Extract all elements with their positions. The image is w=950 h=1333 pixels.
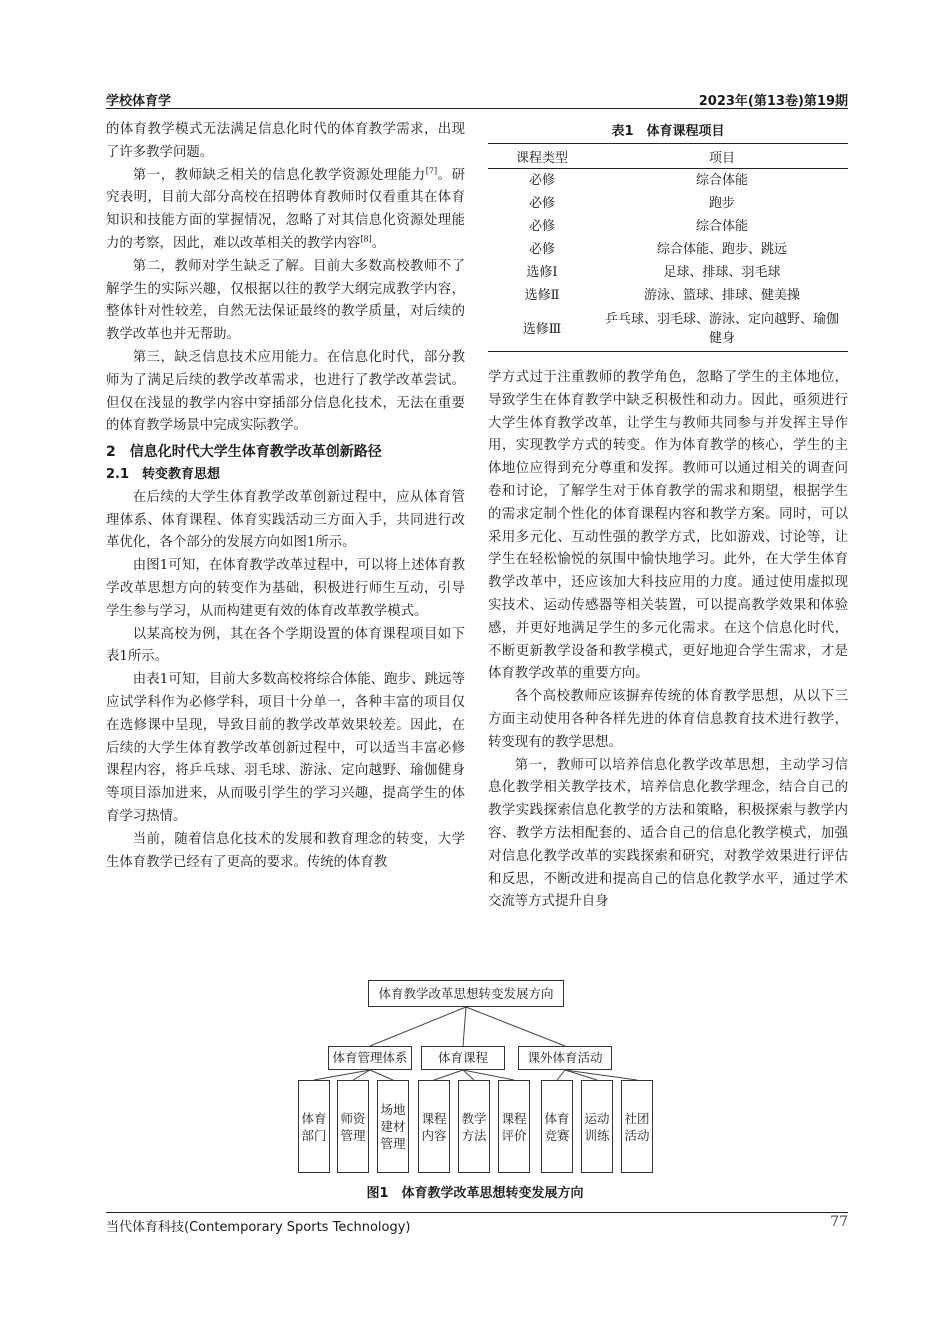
figure-leaf-node: 师资 管理 [337, 1080, 369, 1173]
table-cell: 必修 [528, 242, 555, 257]
table-cell: 乒乓球、羽毛球、游泳、定向越野、瑜伽健身 [596, 307, 848, 352]
table-cell: 综合体能、跑步、跳远 [656, 242, 787, 257]
figure-group-node: 课外体育活动 [518, 1046, 612, 1070]
footer-journal: 当代体育科技(Contemporary Sports Technology) [106, 1220, 411, 1235]
figure-leaf-node: 体育 竞赛 [541, 1080, 573, 1173]
table-cell: 选修Ⅲ [488, 307, 596, 352]
figure-leaf-node: 教学 方法 [458, 1080, 490, 1173]
paragraph: 由表1可知，目前大多数高校将综合体能、跑步、跳远等应试学科作为必修学科，项目十分单一，各种丰富的项目仅在选修课中呈现，导致目前的教学改革效果较差。因此，在后续的大学生体育教学改革创新过程中，可以适当丰富必修课程内容，将乒乓球、羽毛球、游泳、定向越野、瑜伽健身等项目添加进来，从而吸引学生的学习兴趣，提高学生的体育学习热情。 [106, 672, 465, 824]
table-cell: 必修 [528, 196, 555, 211]
page-number: 77 [830, 1214, 848, 1230]
paragraph: 以某高校为例，其在各个学期设置的体育课程项目如下表1所示。 [106, 626, 465, 665]
table-cell: 游泳、篮球、排球、健美操 [643, 288, 800, 303]
paragraph: 在后续的大学生体育教学改革创新过程中，应从体育管理体系、体育课程、体育实践活动三方面入手，共同进行改革优化，各个部分的发展方向如图1所示。 [106, 489, 465, 551]
figure-group-node: 体育课程 [421, 1046, 505, 1070]
section-heading: 2 信息化时代大学生体育教学改革创新路径 [106, 444, 382, 461]
figure-group-node: 体育管理体系 [328, 1046, 412, 1070]
paragraph: 由图1可知，在体育教学改革过程中，可以将上述体育教学改革思想方向的转变作为基础，积极进行师生互动，引导学生参与学习，从而构建更有效的体育改革教学模式。 [106, 558, 465, 619]
paragraph: 的体育教学模式无法满足信息化时代的体育教学需求，出现了许多教学问题。 [106, 122, 465, 160]
figure-root-node: 体育教学改革思想转变发展方向 [368, 980, 564, 1007]
citation[interactable]: [8] [360, 234, 372, 244]
table-caption: 表1 体育课程项目 [611, 124, 725, 139]
table-cell: 跑步 [708, 196, 735, 211]
figure-leaf-node: 课程 评价 [498, 1080, 530, 1173]
table-cell: 必修 [528, 219, 555, 234]
running-header-issue: 2023年(第13卷)第19期 [698, 94, 848, 109]
table-cell: 足球、排球、羽毛球 [663, 265, 781, 280]
table-cell: 综合体能 [695, 173, 748, 188]
paragraph: 第三，缺乏信息技术应用能力。在信息化时代，部分教师为了满足后续的教学改革需求，也进行了教学改革尝试。但仅在浅显的教学内容中穿插部分信息化技术，无法在重要的体育教学场景中完成实际教学。 [106, 349, 465, 434]
paragraph: 当前，随着信息化技术的发展和教育理念的转变，大学生体育教学已经有了更高的要求。传统的体育教 [106, 831, 465, 870]
figure-leaf-node: 社团 活动 [621, 1080, 653, 1173]
column-header: 课程类型 [488, 144, 596, 169]
figure-leaf-node: 课程 内容 [418, 1080, 450, 1173]
running-header-journal: 学校体育学 [106, 94, 172, 109]
figure-leaf-node: 体育 部门 [298, 1080, 330, 1173]
citation[interactable]: [7] [425, 166, 438, 176]
paragraph: 第一，教师可以培养信息化教学改革思想，主动学习信息化教学相关教学技术，培养信息化教学理念，结合自己的教学实践探索信息化教学的方法和策略，积极探索与教学内容、教学方法相配套的、适合自己的信息化教学模式，加强对信息化教学改革的实践探索和研究，对教学效果进行评估和反思，不断改进和提高自己的信息化教学水平，通过学术交流等方式提升自身 [488, 757, 848, 910]
table-cell: 综合体能 [695, 219, 748, 234]
figure-leaf-node: 场地 建材 管理 [377, 1080, 409, 1173]
subsection-heading: 2.1 转变教育思想 [106, 466, 221, 482]
table-cell: 选修Ⅱ [524, 288, 560, 303]
column-header: 项目 [596, 144, 848, 169]
figure-leaf-node: 运动 训练 [581, 1080, 613, 1173]
table-cell: 选修Ⅰ [526, 265, 558, 280]
paragraph: 第二，教师对学生缺乏了解。目前大多数高校教师不了解学生的实际兴趣，仅根据以往的教学大纲完成教学内容，整体针对性较差，自然无法保证最终的教学质量，对后续的教学改革也并无帮助。 [106, 258, 465, 343]
figure-caption: 图1 体育教学改革思想转变发展方向 [366, 1186, 584, 1201]
paragraph: 学方式过于注重教师的教学角色，忽略了学生的主体地位，导致学生在体育教学中缺乏积极性和动力。因此，亟须进行大学生体育教学改革，让学生与教师共同参与并发挥主导作用，实现教学方式的转变。作为体育教学的核心，学生的主体地位应得到充分尊重和发挥。教师可以通过相关的调查问卷和讨论，了解学生对于体育教学的需求和期望，根据学生的需求定制个性化的体育课程内容和教学方案。同时，可以采用多元化、互动性强的教学方式，比如游戏、讨论等，让学生在轻松愉悦的氛围中愉快地学习。此外，在大学生体育教学改革中，还应该加大科技应用的力度。通过使用虚拟现实技术、运动传感器等相关装置，可以提高教学效果和体验感，并更好地满足学生的多元化需求。在这个信息化时代，不断更新教学设备和教学模式，更好地迎合学生需求，才是体育教学改革的重要方向。 [488, 370, 848, 682]
paragraph: 各个高校教师应该摒弃传统的体育教学思想，从以下三方面主动使用各种各样先进的体育信息教育技术进行教学，转变现有的教学思想。 [488, 689, 848, 750]
table-cell: 必修 [528, 173, 555, 188]
footer-rule [106, 1212, 848, 1213]
paragraph: 第一，教师缺乏相关的信息化教学资源处理能力[7]。研究表明，目前大部分高校在招聘体育教师时仅看重其在体育知识和技能方面的掌握情况，忽略了对其信息化资源处理能力的考察，因此，难以改革相关的教学内容[8]。 [106, 166, 466, 251]
